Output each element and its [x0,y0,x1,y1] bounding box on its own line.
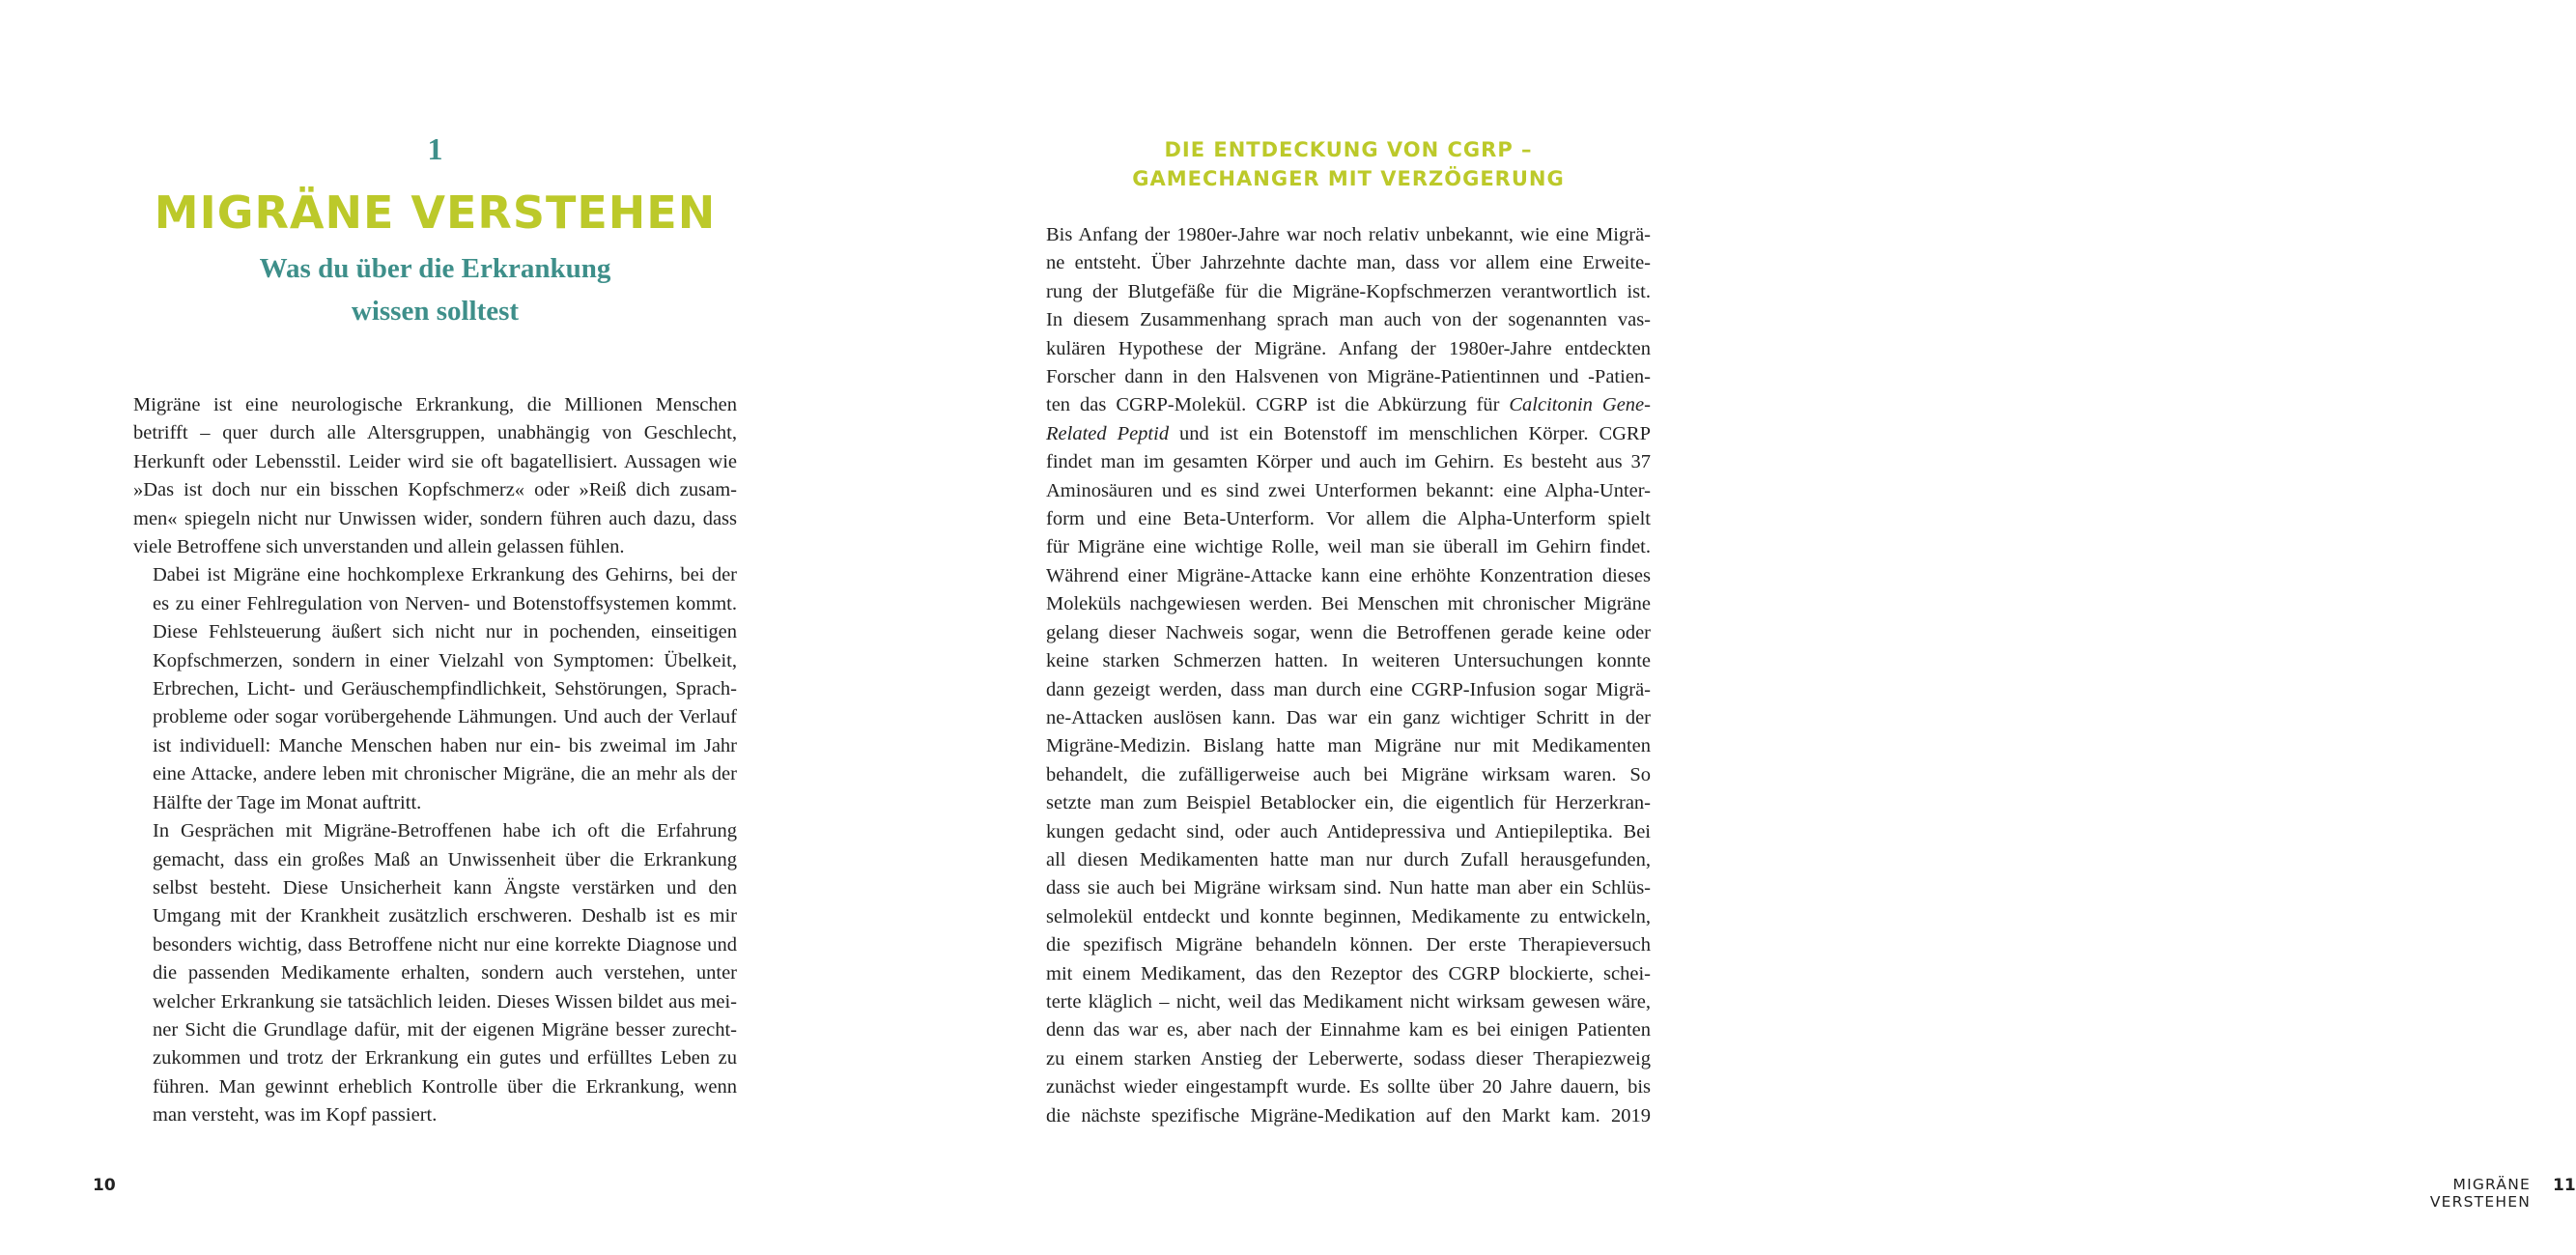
text-line: form und eine Beta-Unterform. Vor allem die Alpha-Unterform spielt [1046,508,1651,530]
section-heading-line: GAMECHANGER MIT VERZÖGERUNG [1132,167,1565,190]
text-line: führen. Man gewinnt erheblich Kontrolle über die Erkrankung, wenn [153,1075,737,1098]
text-line: »Das ist doch nur ein bisschen Kopfschmerz« oder »Reiß dich zusam- [133,479,737,501]
text-line: Umgang mit der Krankheit zusätzlich erschweren. Deshalb ist es mir [153,905,737,927]
section-heading-line: DIE ENTDECKUNG VON CGRP – [1164,138,1533,161]
text-line: zu einem starken Anstieg der Leberwerte, sodass dieser Therapiezweig [1046,1047,1651,1070]
text-line: dass sie auch bei Migräne wirksam sind. Nun hatte man aber ein Schlüs- [1046,877,1651,899]
text-line: behandelt, die zufälligerweise auch bei Migräne wirksam waren. So [1046,763,1651,785]
text-line: gelang dieser Nachweis sogar, wenn die Betroffenen gerade keine oder [1046,621,1651,643]
text-line: men« spiegeln nicht nur Unwissen wider, sondern führen auch dazu, dass [133,507,737,529]
text-line: kungen gedacht sind, oder auch Antidepressiva und Antiepileptika. Bei [1046,820,1651,842]
text-line: In diesem Zusammenhang sprach man auch von der sogenannten vas- [1046,309,1651,331]
text-line: denn das war es, aber nach der Einnahme kam es bei einigen Patienten [1046,1019,1651,1041]
text-line: besonders wichtig, dass Betroffene nicht nur eine korrekte Diagnose und [153,933,737,956]
text-line: zunächst wieder eingestampft wurde. Es sollte über 20 Jahre dauern, bis [1046,1076,1651,1098]
text-line: die nächste spezifische Migräne-Medikation auf den Markt kam. 2019 [1046,1104,1651,1127]
text-line: ner Sicht die Grundlage dafür, mit der eigenen Migräne besser zurecht- [153,1018,737,1041]
text-line: betrifft – quer durch alle Altersgruppen, unabhängig von Geschlecht, [133,422,737,444]
text-line: kulären Hypothese der Migräne. Anfang der 1980er-Jahre entdeckten [1046,337,1651,359]
section-heading [1046,135,1651,193]
text-line: für Migräne eine wichtige Rolle, weil man sie überall im Gehirn findet. [1046,536,1651,558]
text-line: rung der Blutgefäße für die Migräne-Kopfschmerzen verantwortlich ist. [1046,280,1651,302]
text-line: dann gezeigt werden, dass man durch eine CGRP-Infusion sogar Migrä- [1046,678,1651,700]
text-line: Kopfschmerzen, sondern in einer Vielzahl von Symptomen: Übelkeit, [153,649,737,671]
text-line: keine starken Schmerzen hatten. In weiteren Untersuchungen konnte [1046,650,1651,672]
chapter-subtitle-line: Was du über die Erkrankung [259,253,611,284]
text-line: Migräne ist eine neurologische Erkrankung, die Millionen Menschen [133,394,737,415]
paragraph [133,561,737,817]
body-text [133,391,737,1130]
running-head: MIGRÄNE VERSTEHEN [2429,1176,2531,1211]
text-line: Während einer Migräne-Attacke kann eine erhöhte Konzentration dieses [1046,564,1651,586]
paragraph [133,817,737,1129]
text-line: Related Peptid und ist ein Botenstoff im menschlichen Körper. CGRP [1046,422,1651,444]
text-line: eine Attacke, andere leben mit chronischer Migräne, die an mehr als der [153,763,737,785]
text-line: In Gesprächen mit Migräne-Betroffenen habe ich oft die Erfahrung [153,820,737,842]
text-line: viele Betroffene sich unverstanden und allein gelassen fühlen. [133,536,625,558]
text-line: die passenden Medikamente erhalten, sondern auch verstehen, unter [153,962,737,984]
text-line: selmolekül entdeckt und konnte beginnen, Medikamente zu entwickeln, [1046,905,1651,927]
text-line: Bis Anfang der 1980er-Jahre war noch relativ unbekannt, wie eine Migrä- [1046,224,1651,245]
text-line: Forscher dann in den Halsvenen von Migräne-Patientinnen und -Patien- [1046,366,1651,388]
text-line: Dabei ist Migräne eine hochkomplexe Erkrankung des Gehirns, bei der [153,564,737,586]
chapter-title: MIGRÄNE VERSTEHEN [154,186,717,239]
text-line: ne-Attacken auslösen kann. Das war ein ganz wichtiger Schritt in der [1046,706,1651,728]
text-line: die spezifisch Migräne behandeln können. Der erste Therapieversuch [1046,934,1651,956]
text-line: man versteht, was im Kopf passiert. [153,1104,438,1127]
text-line: Moleküls nachgewiesen werden. Bei Menschen mit chronischer Migräne [1046,593,1651,615]
text-line: ten das CGRP-Molekül. CGRP ist die Abkürzung für Calcitonin Gene- [1046,394,1651,416]
paragraph [1046,221,1651,1130]
text-line: welcher Erkrankung sie tatsächlich leiden. Dieses Wissen bildet aus mei- [153,990,737,1013]
right-page [884,0,2576,1255]
text-line: Hälfte der Tage im Monat auftritt. [153,791,422,813]
page-number: 10 [93,1176,116,1195]
chapter-subtitle-line: wissen solltest [351,296,520,327]
text-line: findet man im gesamten Körper und auch im Gehirn. Es besteht aus 37 [1046,451,1651,473]
text-line: Herkunft oder Lebensstil. Leider wird sie oft bagatellisiert. Aussagen wie [133,450,737,472]
text-line: Aminosäuren und es sind zwei Unterformen bekannt: eine Alpha-Unter- [1046,479,1651,501]
text-line: selbst besteht. Diese Unsicherheit kann Ängste verstärken und den [153,876,737,898]
text-line: ne entsteht. Über Jahrzehnte dachte man, dass vor allem eine Erweite- [1046,252,1651,274]
text-line: Migräne-Medizin. Bislang hatte man Migräne nur mit Medikamenten [1046,735,1651,757]
text-line: terte kläglich – nicht, weil das Medikament nicht wirksam gewesen wäre, [1046,990,1651,1013]
chapter-subtitle [133,247,737,332]
left-page [0,0,884,1255]
text-line: Erbrechen, Licht- und Geräuschempfindlichkeit, Sehstörungen, Sprach- [153,678,737,700]
text-line: mit einem Medikament, das den Rezeptor des CGRP blockierte, schei- [1046,962,1651,984]
paragraph [133,391,737,561]
text-line: ist individuell: Manche Menschen haben nur ein- bis zweimal im Jahr [153,734,737,756]
text-line: zukommen und trotz der Erkrankung ein gutes und erfülltes Leben zu [153,1047,737,1070]
text-line: setzte man zum Beispiel Betablocker ein, die eigentlich für Herzerkran- [1046,792,1651,814]
text-line: Diese Fehlsteuerung äußert sich nicht nur in pochenden, einseitigen [153,621,737,643]
chapter-number: 1 [427,131,443,166]
text-line: gemacht, dass ein großes Maß an Unwissenheit über die Erkrankung [153,848,737,870]
text-line: es zu einer Fehlregulation von Nerven- und Botenstoffsystemen kommt. [153,592,737,614]
page-number: 11 [2553,1176,2576,1195]
body-text [1046,221,1651,1130]
text-line: all diesen Medikamenten hatte man nur durch Zufall herausgefunden, [1046,848,1651,870]
text-line: probleme oder sogar vorübergehende Lähmungen. Und auch der Verlauf [153,706,737,728]
